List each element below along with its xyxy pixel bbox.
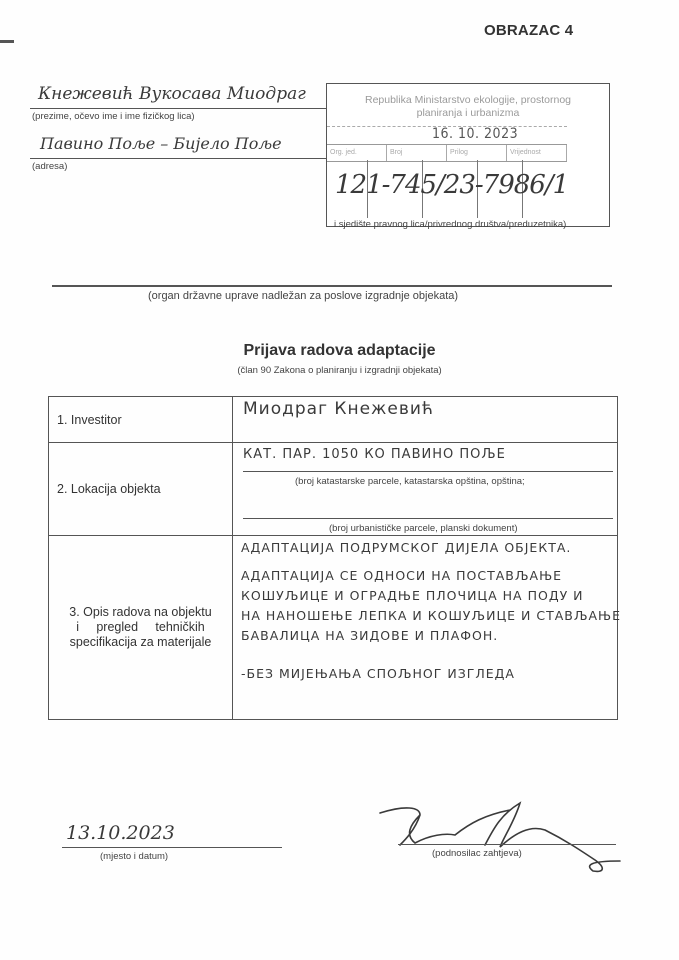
stamp-title-line2: planiranja i urbanizma <box>416 107 520 119</box>
urban-parcel-caption: (broj urbanističke parcele, planski dokument) <box>329 523 518 534</box>
handwritten-date: 13.10.2023 <box>66 822 175 844</box>
form-row-investitor <box>49 397 618 443</box>
stamp-col-org: Org. jed. <box>327 145 387 161</box>
document-title: Prijava radova adaptacije <box>243 342 436 359</box>
row-label-opis-line2: i pregled tehničkih <box>76 620 205 634</box>
registry-stamp <box>326 83 610 227</box>
stamp-col-value: Vrijednost <box>507 145 567 161</box>
form-row-opis <box>49 536 618 720</box>
authority-line <box>52 285 612 287</box>
legal-entity-caption: i sjedište pravnog lica/privrednog društva/preduzetnika) <box>334 219 567 230</box>
row-label-opis-line3: specifikacija za materijale <box>69 635 212 649</box>
stamp-title-line1: Republika Ministarstvo ekologije, prostornog <box>364 94 572 106</box>
cadastral-line <box>243 471 613 472</box>
cadastral-caption: (broj katastarske parcele, katastarska opština, opština; <box>295 476 525 487</box>
description-line: КОШУЉИЦЕ И ОГРАДЊЕ ПЛОЧИЦА НА ПОДУ И <box>241 588 584 603</box>
row-label-opis <box>49 536 233 720</box>
row-label-lokacija: 2. Lokacija objekta <box>49 443 233 536</box>
description-line: АДАПТАЦИЈА СЕ ОДНОСИ НА ПОСТАВЉАЊЕ <box>241 568 563 583</box>
applicant-address-line <box>30 158 326 159</box>
form-row-lokacija <box>49 443 618 536</box>
signature-line <box>398 844 616 845</box>
stamp-col-attachment: Prilog <box>447 145 507 161</box>
document-subtitle: (član 90 Zakona o planiranju i izgradnji objekata) <box>237 365 442 376</box>
applicant-address: Павино Поље – Бијело Поље <box>40 134 282 153</box>
form-code: OBRAZAC 4 <box>484 22 574 39</box>
applicant-signature <box>375 795 625 875</box>
urban-parcel-line <box>243 518 613 519</box>
description-line: АДАПТАЦИЈА ПОДРУМСКОГ ДИЈЕЛА ОБЈЕКТА. <box>241 540 572 555</box>
application-form-table <box>48 396 622 720</box>
row-label-opis-line1: 3. Opis radova na objektu <box>69 605 212 619</box>
authority-caption: (organ državne uprave nadležan za poslove izgradnje objekata) <box>148 290 459 302</box>
investor-name: Миодраг Кнежевић <box>243 399 434 419</box>
date-line <box>62 847 282 848</box>
stamp-col-number: Broj <box>387 145 447 161</box>
signature-caption: (podnosilac zahtjeva) <box>432 848 522 859</box>
row-value-opis-cell <box>233 536 622 720</box>
row-value-investitor-cell <box>233 397 618 443</box>
stamp-columns <box>327 144 567 162</box>
date-caption: (mjesto i datum) <box>100 851 169 862</box>
scan-edge-mark <box>0 40 14 43</box>
applicant-name-caption: (prezime, očevo ime i ime fizičkog lica) <box>32 111 195 122</box>
row-label-investitor: 1. Investitor <box>49 397 233 443</box>
stamp-date: 16. 10. 2023 <box>432 126 519 142</box>
applicant-name: Кнежевић Вукосава Миодраг <box>38 84 306 104</box>
applicant-address-caption: (adresa) <box>32 161 68 172</box>
description-line: -БЕЗ МИЈЕЊАЊА СПОЉНОГ ИЗГЛЕДА <box>241 666 515 681</box>
description-line: НА НАНОШЕЊЕ ЛЕПКА И КОШУЉИЦЕ И СТАВЉАЊЕ <box>241 608 622 623</box>
description-line: БАВАЛИЦА НА ЗИДОВЕ И ПЛАФОН. <box>241 628 499 643</box>
applicant-name-line <box>30 108 326 109</box>
location-value: КАТ. ПАР. 1050 КО ПАВИНО ПОЉЕ <box>243 447 506 462</box>
row-value-lokacija-cell <box>233 443 618 536</box>
stamp-reference-number: 121-745/23-7986/1 <box>335 170 569 200</box>
